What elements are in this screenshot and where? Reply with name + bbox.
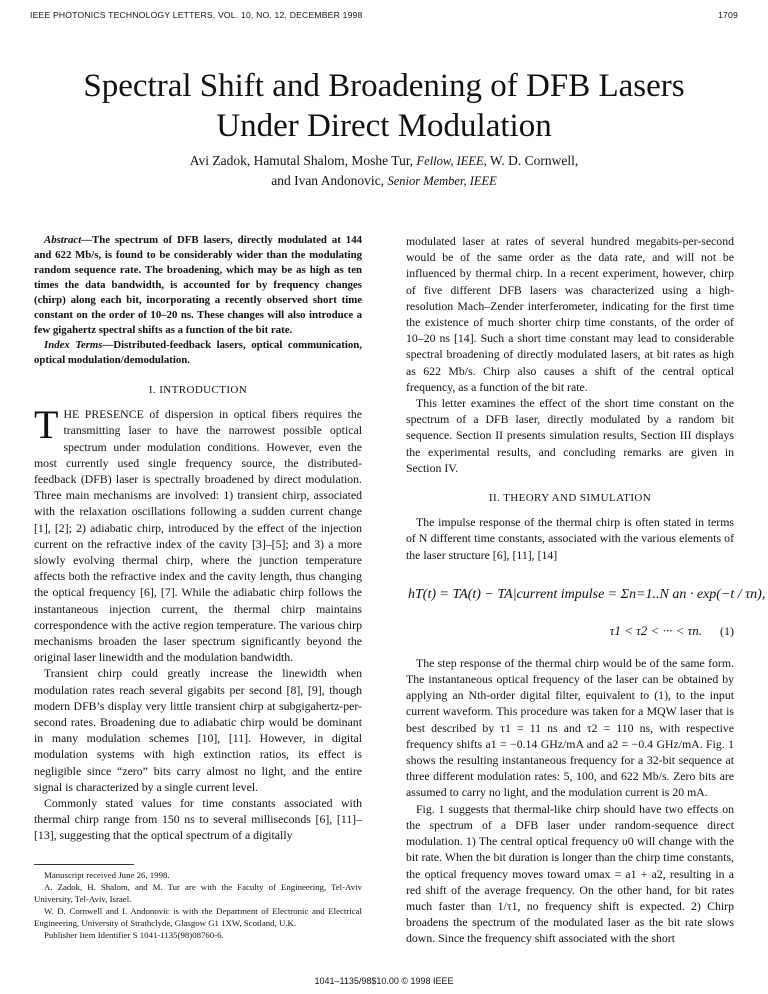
abstract-text: —The spectrum of DFB lasers, directly modulated at 144 and 622 Mb/s, is found to be considerably wider than the modulating random sequence rate. The broadening, which may be as high as ten times the data bandwidth, is accounted for by frequency changes (chirp) along each bit, incorporating a recently observed short time constant on the order of 10–20 ns. These changes will also introduce a few gigahertz spectral shifts as a function of the bit rate. (34, 234, 362, 336)
equation-1 (406, 569, 766, 651)
equation-1-line-1: hT(t) = TA(t) − TA|current impulse = Σn=1..N an · exp(−t / τn), (408, 586, 766, 602)
author-names-2: and Ivan Andonovic, (271, 173, 385, 188)
section-heading-intro: I. INTRODUCTION (148, 384, 248, 396)
footnote-pii: Publisher Item Identifier S 1041-1135(98)08760-6. (44, 929, 224, 940)
intro-paragraph-3: Commonly stated values for time constants associated with thermal chirp range from 150 ns to several milliseconds [6], [11]–[13], suggesting that the optical spectrum of a digitally (34, 796, 362, 843)
author-line-1 (40, 151, 728, 171)
footnote-affiliation-2: W. D. Cornwell and I. Andonovic is with the Department of Electronic and Electrical Engineering, University of Strathclyde, Glasgow G1 1XW, Scotland, U.K. (34, 905, 362, 928)
intro-paragraph-1 (34, 402, 362, 665)
left-column (34, 233, 362, 941)
running-header (30, 10, 738, 24)
right-column (406, 233, 766, 947)
index-terms-lead: Index Terms (44, 339, 103, 351)
footnote (34, 869, 362, 941)
author-role-2: Senior Member, IEEE (387, 174, 497, 188)
intro-paragraph-4: modulated laser at rates of several hundred megabits-per-second would be of the same order as the data rate, and will not be influenced by thermal chirp. In a recent experiment, however, chirp of five different DFB lasers was characterized using a high-resolution Mach–Zender interferometer, indicating for the first time the existence of much shorter chirp time constants, of the order of 10–20 ns [14]. Such a short time constant may lead to considerable spectral broadening of directly modulated lasers, at bit rates as high as 622 Mb/s. Chirp also causes a shift of the central optical frequency, as a function of the bit rate. (406, 234, 734, 394)
intro-paragraph-1-text: HE PRESENCE of dispersion in optical fibers requires the transmitting laser to have the narrowest possible optical spectrum under modulation conditions. However, even the most currently used single frequency source, the distributed-feedback (DFB) laser is spectrally broadened by direct modulation. Three main mechanisms are involved: 1) transient chirp, associated with the relaxation oscillations following a sudden current change [1], [2]; 2) adiabatic chirp, introduced by the effect of the injection current on the refractive index of the cavity [3]–[5]; and 3) a more slowly evolving thermal chirp, where the junction temperature affects both the refractive index and the cavity length, thus changing the optical frequency [6], [7]. While the adiabatic chirp follows the instantaneous injection current, the thermal chirp maintains correspondence with the active region temperature. The various chirp mechanisms broaden the laser spectrum significantly beyond the original laser linewidth and the modulation bandwidth. (34, 407, 362, 665)
footnote-received: Manuscript received June 26, 1998. (44, 869, 170, 880)
journal-info: IEEE PHOTONICS TECHNOLOGY LETTERS, VOL. 10, NO. 12, DECEMBER 1998 (30, 10, 363, 20)
equation-1-line-2: τ1 < τ2 < ··· < τn. (609, 622, 702, 638)
page-number: 1709 (718, 10, 738, 20)
theory-paragraph-1: The impulse response of the thermal chirp is often stated in terms of N different time constants, associated with the various elements of the laser structure [6], [11], [14] (406, 515, 734, 562)
footnote-divider (34, 864, 134, 865)
paper-title: Spectral Shift and Broadening of DFB Lasers Under Direct Modulation (83, 68, 685, 144)
author-role-1: Fellow, IEEE, (416, 154, 487, 168)
footnote-affiliation-1: A. Zadok, H. Shalom, and M. Tur are with the Faculty of Engineering, Tel-Aviv University, Tel-Aviv, Israel. (34, 881, 362, 904)
intro-paragraph-2: Transient chirp could greatly increase the linewidth when modulation rates reach several gigabits per second [8], [9], though modern DFB’s display very little transient chirp at subgigahertz-per-second rates. Broadening due to adiabatic chirp would be dominant in many modulation schemes [10], [11]. However, in digital modulation systems with high extinction ratios, its effect is negligible since “zero” bits carry almost no light, and the entire signal is characterized by a single current level. (34, 666, 362, 794)
equation-number: (1) (720, 623, 734, 638)
drop-cap: T (34, 402, 59, 448)
abstract-lead: Abstract (44, 234, 82, 246)
index-terms (34, 338, 362, 368)
section-heading-theory: II. THEORY AND SIMULATION (488, 492, 652, 505)
copyright-line: 1041–1135/98$10.00 © 1998 IEEE (314, 976, 454, 986)
theory-paragraph-2: The step response of the thermal chirp would be of the same form. The instantaneous optical frequency of the laser can be obtained by applying an Nth-order digital filter, equivalent to (1), to the input current waveform. This procedure was taken for a MQW laser that is best described by τ1 = 11 ns and τ2 = 110 ns, with respective frequency shifts a1 = −0.14 GHz/mA and a2 = −0.4 GHz/mA. Fig. 1 shows the resulting instantaneous frequency for a 32-bit sequence at three different modulation rates: 5, 100, and 622 Mb/s. Zero bits are assumed to carry no light, and the modulation current is 20 mA. (406, 655, 734, 800)
abstract (34, 233, 362, 338)
theory-paragraph-3: Fig. 1 suggests that thermal-like chirp should have two effects on the spectrum of a DFB laser under random-sequence direct modulation. 1) The central optical frequency υ0 will change with the bit rate. When the bit duration is longer than the chirp time constants, the optical frequency moves toward υmax = a1 + a2, resulting in a red shift of the average frequency. On the other hand, for bit rates much faster than 1/τ1, no frequency shift is expected. 2) Chirp broadens the spectrum of the modulated laser as the bit rate slows down. Since the frequency shift associated with the short (406, 801, 734, 946)
author-block (40, 151, 728, 191)
author-names-1b: W. D. Cornwell, (489, 153, 579, 168)
author-line-2 (40, 171, 728, 191)
intro-paragraph-5: This letter examines the effect of the short time constant on the spectrum of a DFB laser, directly modulated by a random bit sequence. Section II presents simulation results, Section III displays the experimental results, and concluding remarks are given in Section IV. (406, 396, 734, 475)
index-terms-text: —Distributed-feedback lasers, optical communication, optical modulation/demodulation. (34, 339, 362, 366)
author-names-1: Avi Zadok, Hamutal Shalom, Moshe Tur, (189, 153, 414, 168)
